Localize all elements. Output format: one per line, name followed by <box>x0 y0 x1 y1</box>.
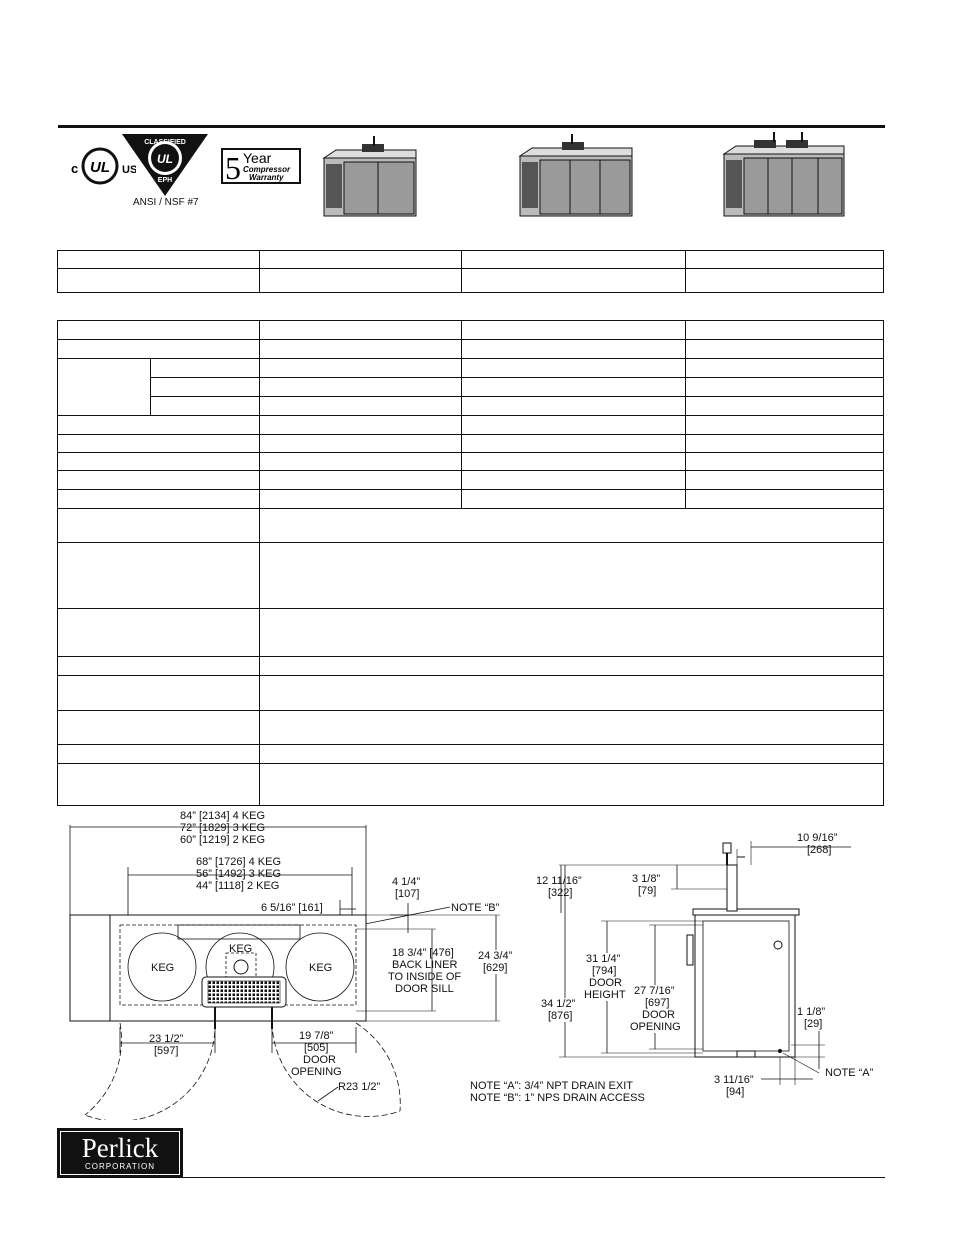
dim-4-1-4: 4 1/4” <box>392 876 421 888</box>
interior-width-4-keg: 68” [1726] 4 KEG <box>196 856 281 868</box>
door-opening-mm: [505] <box>304 1042 329 1054</box>
product-image-2-keg <box>322 132 418 220</box>
dim-1-1-8: 1 1/8” <box>797 1006 826 1018</box>
note-b-text: NOTE “B”: 1” NPS DRAIN ACCESS <box>470 1092 645 1104</box>
ul-us-text: US <box>122 164 136 176</box>
warranty-line2: Warranty <box>249 173 284 182</box>
back-liner-line1: 18 3/4” [476] <box>392 947 454 959</box>
spec-row <box>58 378 884 397</box>
depth-in: 24 3/4” <box>478 950 513 962</box>
radius-label: R23 1/2” <box>338 1081 381 1093</box>
door-opening-door: DOOR <box>303 1054 336 1066</box>
footer-rule <box>183 1177 885 1178</box>
spec-row <box>58 745 884 764</box>
spec-table <box>57 320 884 806</box>
door-opening-side-in: 27 7/16” <box>634 985 675 997</box>
dim-3-1-8-mm: [79] <box>638 885 657 897</box>
eph-text: EPH <box>157 177 173 184</box>
note-b-callout: NOTE “B” <box>451 902 500 914</box>
spec-row <box>58 453 884 471</box>
spec-row <box>58 609 884 657</box>
model-table <box>57 250 884 293</box>
product-image-4-keg <box>722 128 846 220</box>
dim-4-1-4-mm: [107] <box>395 888 420 900</box>
warranty-line1: Compressor <box>243 165 291 174</box>
spec-row <box>58 321 884 340</box>
spec-row <box>58 543 884 609</box>
spec-row <box>58 359 884 378</box>
dim-12-11-16: 12 11/16” <box>536 875 582 887</box>
spec-row <box>58 509 884 543</box>
spec-row <box>58 711 884 745</box>
door-opening-side-label: OPENING <box>630 1021 681 1033</box>
dim-6-5-16: 6 5/16” [161] <box>261 902 323 914</box>
overall-width-2-keg: 60” [1219] 2 KEG <box>180 834 265 846</box>
overall-height-in: 34 1/2” <box>541 998 576 1010</box>
perlick-logo-sub: CORPORATION <box>85 1162 155 1171</box>
back-liner-line3: TO INSIDE OF <box>388 971 462 983</box>
door-height-in: 31 1/4” <box>586 953 621 965</box>
ul-c-text: c <box>71 161 79 176</box>
product-image-3-keg <box>518 130 634 220</box>
depth-mm: [629] <box>483 962 508 974</box>
warranty-number: 5 <box>225 150 241 182</box>
note-a-text: NOTE “A”: 3/4” NPT DRAIN EXIT <box>470 1080 633 1092</box>
keg-label-left: KEG <box>151 962 175 974</box>
dim-3-11-16-mm: [94] <box>726 1086 745 1098</box>
spec-row <box>58 397 884 416</box>
door-opening-in: 19 7/8” <box>299 1030 334 1042</box>
spec-row <box>58 471 884 490</box>
perlick-logo-name: Perlick <box>81 1133 159 1163</box>
spec-row <box>58 764 884 806</box>
door-height-label: HEIGHT <box>584 989 626 1001</box>
overall-height-mm: [876] <box>548 1010 573 1022</box>
door-opening-side-door: DOOR <box>642 1009 675 1021</box>
spec-row <box>58 416 884 435</box>
model-table-row <box>58 269 884 293</box>
overall-width-3-keg: 72” [1829] 3 KEG <box>180 822 265 834</box>
door-height-mm: [794] <box>592 965 617 977</box>
spec-row <box>58 340 884 359</box>
nsf-caption: ANSI / NSF #7 <box>133 197 199 208</box>
warranty-badge <box>221 148 301 184</box>
overall-width-4-keg: 84” [2134] 4 KEG <box>180 810 265 822</box>
dim-10-9-16: 10 9/16” <box>797 832 838 844</box>
dim-1-1-8-mm: [29] <box>804 1018 823 1030</box>
dim-12-11-16-mm: [322] <box>548 887 573 899</box>
dim-3-11-16: 3 11/16” <box>714 1074 754 1086</box>
keg-label-right: KEG <box>309 962 333 974</box>
model-table-header <box>58 251 884 269</box>
spec-row <box>58 435 884 453</box>
warranty-year: Year <box>243 150 272 166</box>
classified-text: CLASSIFIED <box>144 139 186 146</box>
interior-width-3-keg: 56” [1492] 3 KEG <box>196 868 281 880</box>
classified-ul-text: UL <box>157 152 173 166</box>
perlick-logo <box>57 1128 183 1178</box>
ul-mark-text: UL <box>90 159 110 176</box>
interior-width-2-keg: 44” [1118] 2 KEG <box>196 880 280 892</box>
dim-23-1-2-mm: [597] <box>154 1045 179 1057</box>
dim-3-1-8: 3 1/8” <box>632 873 661 885</box>
spec-row <box>58 657 884 676</box>
spec-row <box>58 490 884 509</box>
dim-23-1-2: 23 1/2” <box>149 1033 184 1045</box>
door-opening-side-mm: [697] <box>645 997 670 1009</box>
spec-row <box>58 676 884 711</box>
back-liner-line4: DOOR SILL <box>395 983 454 995</box>
door-height-door: DOOR <box>589 977 622 989</box>
back-liner-line2: BACK LINER <box>392 959 458 971</box>
dim-10-9-16-mm: [268] <box>807 844 832 856</box>
keg-label-center: KEG <box>229 943 253 955</box>
door-opening-label: OPENING <box>291 1066 342 1078</box>
note-a-callout: NOTE “A” <box>825 1067 874 1079</box>
